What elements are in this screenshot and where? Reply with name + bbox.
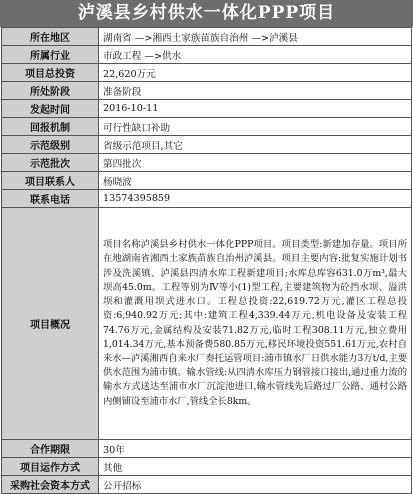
label-phone: 联系电话 <box>2 190 99 208</box>
project-info-table <box>1 27 412 494</box>
row-stage <box>2 82 412 100</box>
row-return-mechanism <box>2 118 412 136</box>
label-demo-batch: 示范批次 <box>2 154 99 172</box>
value-industry: 市政工程 —>供水 <box>99 46 412 64</box>
value-start-date: 2016-10-11 <box>99 100 412 118</box>
row-contact <box>2 172 412 190</box>
label-region: 所在地区 <box>2 28 99 46</box>
row-overview <box>2 208 412 440</box>
label-industry: 所属行业 <box>2 46 99 64</box>
row-demo-level <box>2 136 412 154</box>
label-term: 合作期限 <box>2 440 99 458</box>
label-procurement: 采购社会资本方式 <box>2 476 99 494</box>
value-return-mechanism: 可行性缺口补助 <box>99 118 412 136</box>
value-term: 30年 <box>99 440 412 458</box>
label-stage: 所处阶段 <box>2 82 99 100</box>
row-region <box>2 28 412 46</box>
row-industry <box>2 46 412 64</box>
value-region: 湖南省 —>湘西土家族苗族自治州 —>泸溪县 <box>99 28 412 46</box>
value-contact: 杨晓波 <box>99 172 412 190</box>
value-phone: 13574395859 <box>99 190 412 208</box>
label-total-investment: 项目总投资 <box>2 64 99 82</box>
page-title: 泸溪县乡村供水一体化PPP项目 <box>0 0 413 27</box>
label-overview: 项目概况 <box>2 208 99 440</box>
row-total-investment <box>2 64 412 82</box>
row-operation-mode <box>2 458 412 476</box>
value-total-investment: 22,620万元 <box>99 64 412 82</box>
row-procurement <box>2 476 412 494</box>
value-stage: 准备阶段 <box>99 82 412 100</box>
row-term <box>2 440 412 458</box>
value-overview: 项目名称泸溪县乡村供水一体化PPP项目。项目类型:新建加存量。项目所在地湖南省湘西土家族苗族自治州泸溪县。项目主要内容:批复实施计划书涉及洗溪镇、泸溪县四清水库工程新建项目;水库总库容631.0万m³,最大坝高45.0m。工程等别为Ⅳ等小(1)型工程,主要建筑物为砼挡水坝、溢洪坝和灌溉用坝式进水口。工程总投资:22,619.72万元,灌区工程总投资:6,940.92万元;其中:建筑工程4,339.44万元,机电设备及安装工程74.76万元,金属结构及安装71.82万元,临时工程308.11万元,独立费用1,014.34万元,基本预备费580.85万元,移民环境投资551.61万元,农村自来水—泸溪湘西自来水厂奏托运管项目:浦市镇水厂日供水能力3万t/d,主要供水范围为浦市镇。输水管线:从四清水库压力钢管接口接出,通过重力流的输水方式送达至浦市水厂沉淀池进口,输水管线先后路过厂公路、通村公路内侧铺设至浦市水厂,管线全长8km。 <box>99 208 412 440</box>
label-operation-mode: 项目运作方式 <box>2 458 99 476</box>
label-contact: 项目联系人 <box>2 172 99 190</box>
value-demo-batch: 第四批次 <box>99 154 412 172</box>
row-start-date <box>2 100 412 118</box>
row-demo-batch <box>2 154 412 172</box>
label-start-date: 发起时间 <box>2 100 99 118</box>
value-procurement: 公开招标 <box>99 476 412 494</box>
label-demo-level: 示范级别 <box>2 136 99 154</box>
value-demo-level: 省级示范项目,其它 <box>99 136 412 154</box>
label-return-mechanism: 回报机制 <box>2 118 99 136</box>
value-operation-mode: 其他 <box>99 458 412 476</box>
row-phone <box>2 190 412 208</box>
